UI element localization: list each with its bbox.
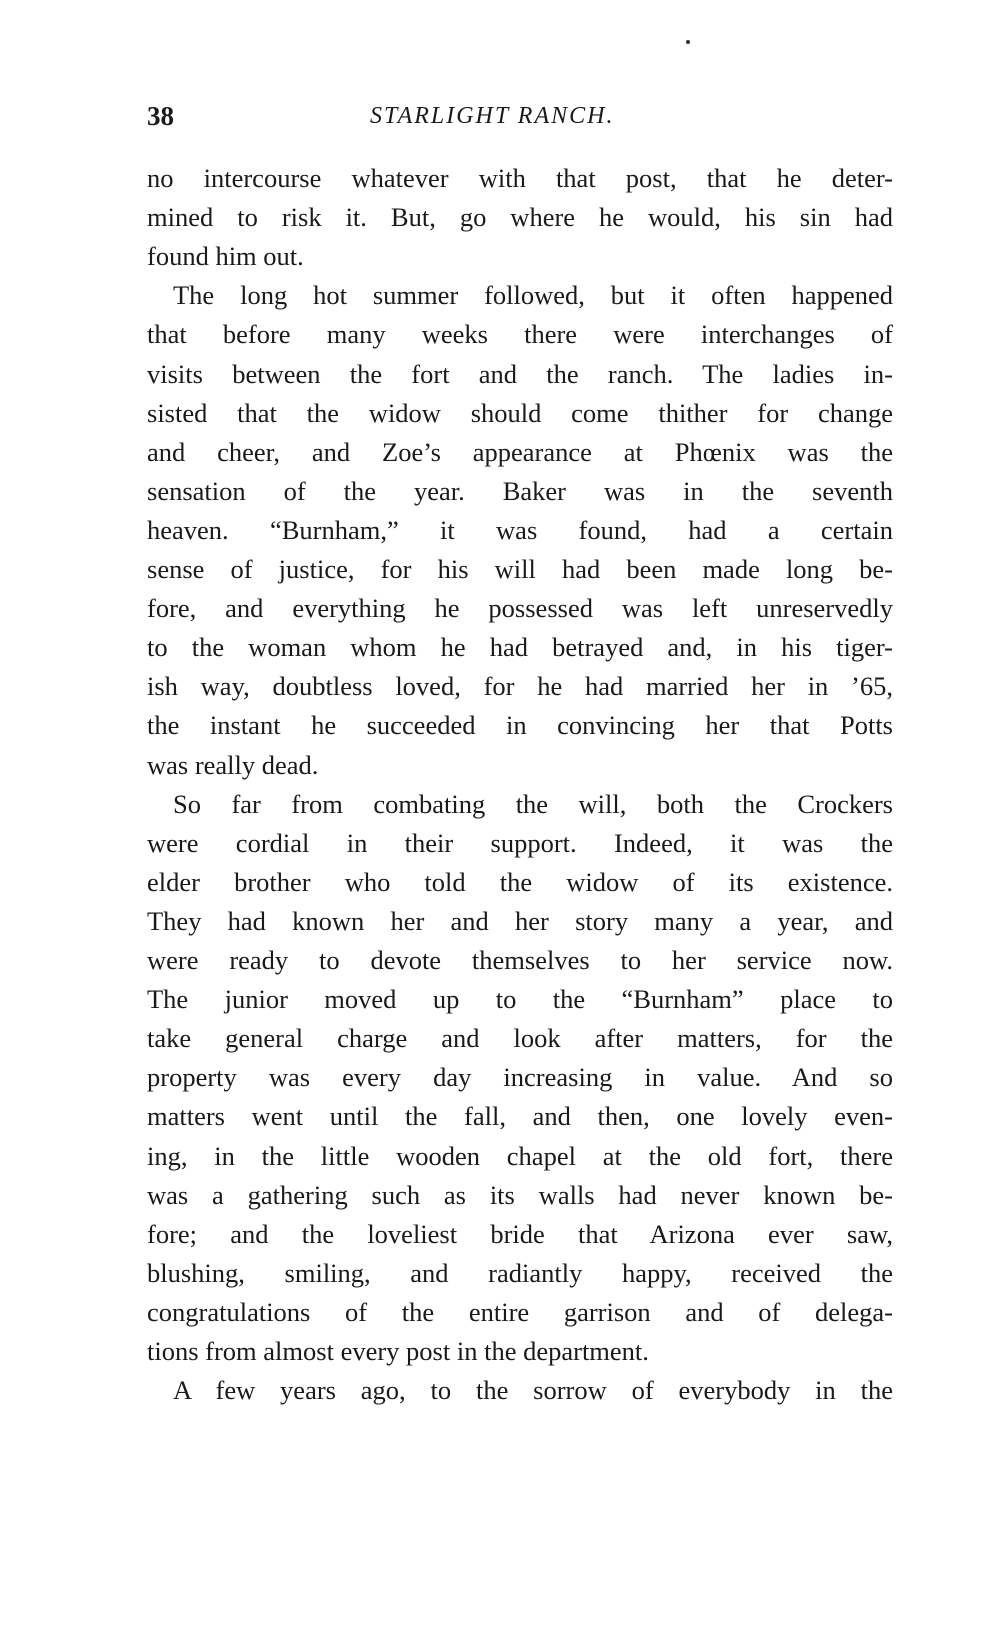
text-line: A few years ago, to the sorrow of everybody in the <box>173 1375 893 1406</box>
text-line: that before many weeks there were interchanges of <box>147 319 893 350</box>
text-line: So far from combating the will, both the Crockers <box>173 788 893 819</box>
text-line: found him out. <box>147 241 304 272</box>
text-line: They had known her and her story many a year, and <box>147 905 893 936</box>
text-line: mined to risk it. But, go where he would, his sin had <box>147 202 893 233</box>
text-line: fore; and the loveliest bride that Arizona ever saw, <box>147 1218 893 1249</box>
text-line: the instant he succeeded in convincing her that Potts <box>147 710 893 741</box>
text-line: property was every day increasing in value. And so <box>147 1062 893 1093</box>
text-line: was really dead. <box>147 749 319 780</box>
text-line: The long hot summer followed, but it often happened <box>173 280 893 311</box>
text-line: no intercourse whatever with that post, that he deter- <box>147 163 893 193</box>
text-line: visits between the fort and the ranch. The ladies in- <box>147 358 893 389</box>
text-line: congratulations of the entire garrison and of delega- <box>147 1296 893 1327</box>
text-line: heaven. “Burnham,” it was found, had a certain <box>147 514 893 545</box>
text-line: was a gathering such as its walls had never known be- <box>147 1179 893 1210</box>
text-line: were ready to devote themselves to her service now. <box>147 945 893 975</box>
text-line: ing, in the little wooden chapel at the old fort, there <box>147 1140 893 1171</box>
text-line: sensation of the year. Baker was in the seventh <box>147 475 893 506</box>
text-line: take general charge and look after matters, for the <box>147 1023 893 1054</box>
text-line: ish way, doubtless loved, for he had married her in ’65, <box>147 671 893 702</box>
text-line: blushing, smiling, and radiantly happy, received the <box>147 1257 893 1288</box>
text-line: sense of justice, for his will had been made long be- <box>147 554 893 584</box>
text-line: elder brother who told the widow of its existence. <box>147 866 893 897</box>
scan-speck <box>686 40 690 44</box>
text-line: matters went until the fall, and then, one lovely even- <box>147 1101 893 1132</box>
text-line: tions from almost every post in the department. <box>147 1336 649 1366</box>
text-line: sisted that the widow should come thither for change <box>147 397 893 428</box>
text-line: to the woman whom he had betrayed and, in his tiger- <box>147 632 893 663</box>
text-line: The junior moved up to the “Burnham” place to <box>147 984 893 1015</box>
page-number: 38 <box>147 101 174 131</box>
running-title: STARLIGHT RANCH. <box>370 103 615 129</box>
text-line: were cordial in their support. Indeed, it was the <box>147 827 893 858</box>
text-line: fore, and everything he possessed was left unreservedly <box>147 593 893 624</box>
text-line: and cheer, and Zoe’s appearance at Phœnix was the <box>147 436 893 467</box>
